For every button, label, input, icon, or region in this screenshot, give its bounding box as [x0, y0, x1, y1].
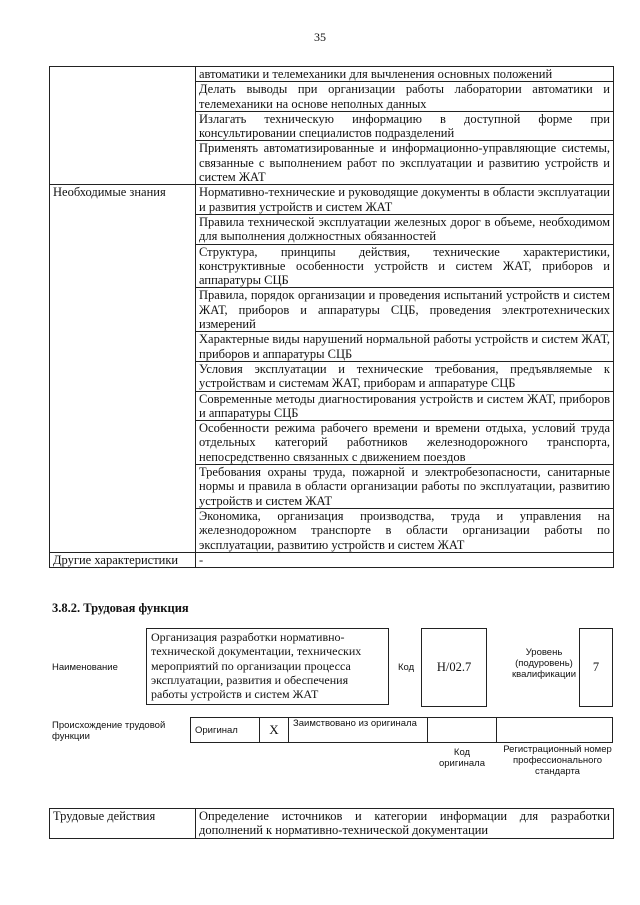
table-row	[50, 809, 614, 839]
knowledge-cell: Современные методы диагностирования устройств и систем ЖАТ, приборов и аппаратуры СЦБ	[196, 391, 614, 421]
table-row	[50, 67, 614, 82]
knowledge-cell: Нормативно-технические и руководящие документы в области эксплуатации и развития устройств и систем ЖАТ	[196, 185, 614, 215]
function-code: Н/02.7	[421, 628, 487, 707]
name-label: Наименование	[52, 662, 118, 673]
table-row	[191, 718, 613, 743]
original-label: Оригинал	[191, 718, 260, 743]
knowledge-cell: Требования охраны труда, пожарной и электробезопасности, санитарные нормы и правила в области организации работы по эксплуатации, развитию устройств и систем ЖАТ	[196, 465, 614, 509]
level-label: Уровень (подуровень) квалификации	[511, 647, 577, 680]
origin-label: Происхождение трудовой функции	[52, 720, 166, 742]
code-original-cell	[428, 718, 497, 743]
knowledge-cell: Условия эксплуатации и технические требования, предъявляемые к устройствам и системам ЖАТ, приборам и аппаратуре СЦБ	[196, 361, 614, 391]
function-name: Организация разработки нормативно-технической документации, технических мероприятий по организации процесса эксплуатации, развития и обеспечения работы устройств и систем ЖАТ	[146, 628, 389, 705]
origin-table	[190, 717, 613, 743]
borrowed-label: Заимствовано из оригинала	[289, 718, 428, 743]
actions-label: Трудовые действия	[50, 809, 196, 839]
reg-number-label: Регистрационный номер профессионального стандарта	[503, 744, 612, 777]
skill-cell: Излагать техническую информацию в доступной форме при консультировании специалистов подразделений	[196, 111, 614, 141]
skill-cell: Делать выводы при организации работы лаборатории автоматики и телемеханики на основе неполных данных	[196, 82, 614, 112]
actions-table	[49, 808, 614, 839]
code-label: Код	[398, 662, 415, 673]
skill-cell: автоматики и телемеханики для вычленения основных положений	[196, 67, 614, 82]
other-value: -	[196, 552, 614, 567]
skill-cell: Применять автоматизированные и информационно-управляющие системы, связанные с выполнением работ по эксплуатации и развитию устройств и систем ЖАТ	[196, 141, 614, 185]
section-title: 3.8.2. Трудовая функция	[52, 601, 189, 615]
table-row	[50, 185, 614, 215]
reg-number-cell	[497, 718, 613, 743]
knowledge-cell: Особенности режима рабочего времени и времени отдыха, условий труда отдельных категорий работников железнодорожного транспорта, непосредственно связанных с движением поездов	[196, 421, 614, 465]
page-number: 35	[314, 30, 326, 44]
knowledge-cell: Структура, принципы действия, технические характеристики, конструктивные особенности устройств и систем ЖАТ, приборов и аппаратуры СЦБ	[196, 244, 614, 288]
knowledge-cell: Правила, порядок организации и проведения испытаний устройств и систем ЖАТ, приборов и аппаратуры СЦБ, проведения электротехнических измерений	[196, 288, 614, 332]
qualification-level: 7	[579, 628, 613, 707]
code-original-label: Код оригинала	[438, 747, 485, 769]
actions-value: Определение источников и категории информации для разработки дополнений к нормативно-технической документации	[196, 809, 614, 839]
other-label: Другие характеристики	[50, 552, 196, 567]
knowledge-cell: Характерные виды нарушений нормальной работы устройств и систем ЖАТ, приборов и аппаратуры СЦБ	[196, 332, 614, 362]
knowledge-cell: Правила технической эксплуатации железных дорог в объеме, необходимом для выполнения должностных обязанностей	[196, 214, 614, 244]
requirements-table	[49, 66, 614, 568]
table-row	[50, 552, 614, 567]
original-mark: Х	[260, 718, 289, 743]
empty-label-cell	[50, 67, 196, 185]
knowledge-cell: Экономика, организация производства, труда и управления на железнодорожном транспорте в области организации работы по эксплуатации, развитию устройств и систем ЖАТ	[196, 508, 614, 552]
knowledge-label: Необходимые знания	[50, 185, 196, 552]
